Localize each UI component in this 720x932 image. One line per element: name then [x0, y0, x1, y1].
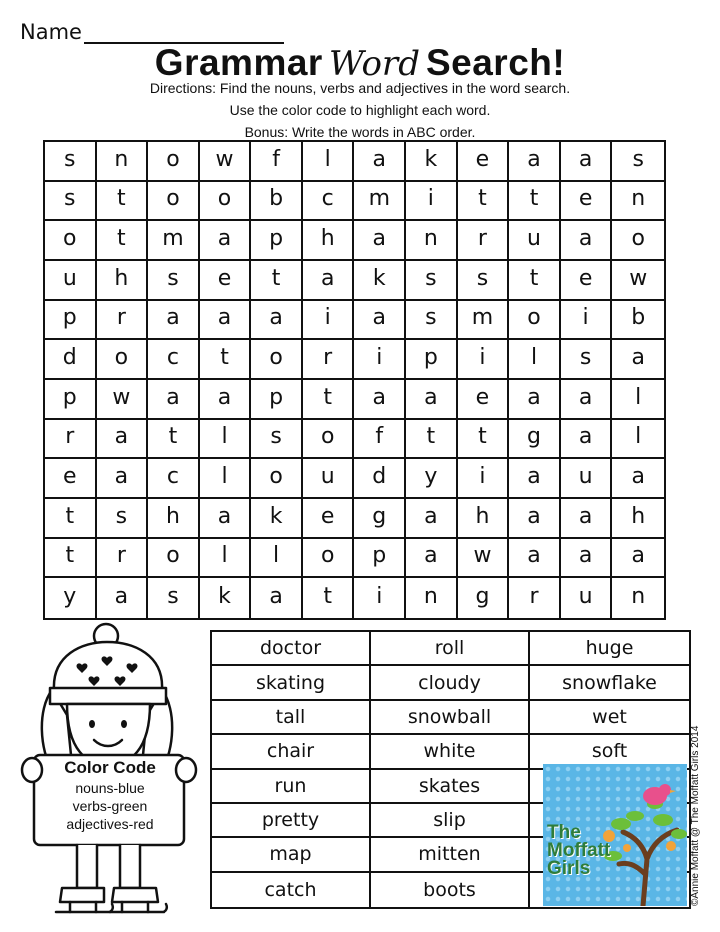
grid-cell[interactable]: a — [612, 340, 664, 380]
grid-cell[interactable]: p — [45, 380, 97, 420]
word-bank-cell: huge — [530, 632, 689, 666]
name-field[interactable] — [20, 20, 284, 44]
grid-cell[interactable]: a — [354, 380, 406, 420]
grid-cell[interactable]: a — [509, 380, 561, 420]
grid-cell[interactable]: l — [303, 142, 355, 182]
grid-cell[interactable]: l — [509, 340, 561, 380]
grid-cell[interactable]: i — [354, 340, 406, 380]
grid-cell[interactable]: t — [200, 340, 252, 380]
grid-cell[interactable]: k — [251, 499, 303, 539]
girl-illustration — [12, 620, 202, 920]
grid-cell[interactable]: i — [458, 459, 510, 499]
grid-cell[interactable]: t — [509, 182, 561, 222]
grid-cell[interactable]: p — [251, 221, 303, 261]
word-bank-cell: wet — [530, 701, 689, 735]
grid-cell[interactable]: a — [561, 142, 613, 182]
grid-cell[interactable]: n — [631, 584, 646, 610]
grid-cell[interactable]: t — [148, 420, 200, 460]
word-bank-cell: snowball — [371, 701, 530, 735]
grid-cell[interactable]: s — [97, 499, 149, 539]
grid-cell[interactable]: b — [251, 182, 303, 222]
grid-cell[interactable]: l — [612, 420, 664, 460]
grid-cell[interactable]: e — [561, 261, 613, 301]
word-bank-cell: skating — [212, 666, 371, 700]
grid-cell[interactable]: m — [458, 301, 510, 341]
name-label: Name — [20, 20, 82, 44]
grid-cell[interactable]: e — [200, 261, 252, 301]
grid-cell[interactable]: c — [148, 340, 200, 380]
grid-cell[interactable]: r — [303, 340, 355, 380]
word-bank-cell: doctor — [212, 632, 371, 666]
grid-cell[interactable]: o — [251, 459, 303, 499]
logo-text — [547, 824, 610, 878]
logo-line-1: The — [547, 822, 581, 843]
grid-cell[interactable]: e — [458, 142, 510, 182]
grid-cell[interactable]: s — [251, 420, 303, 460]
word-bank-cell: map — [212, 838, 371, 872]
grid-cell[interactable]: d — [45, 340, 97, 380]
grid-cell[interactable]: m — [354, 182, 406, 222]
grid-cell[interactable]: o — [303, 539, 355, 579]
word-bank-cell: snowflake — [530, 666, 689, 700]
grid-cell[interactable]: o — [509, 301, 561, 341]
grid-cell[interactable]: t — [97, 221, 149, 261]
grid-cell[interactable]: c — [148, 459, 200, 499]
grid-cell[interactable]: i — [561, 301, 613, 341]
grid-cell[interactable]: t — [303, 380, 355, 420]
grid-cell[interactable]: y — [406, 459, 458, 499]
grid-cell[interactable]: t — [458, 182, 510, 222]
grid-cell[interactable]: o — [200, 182, 252, 222]
title-part-search: Search! — [425, 42, 566, 83]
grid-cell[interactable]: a — [509, 459, 561, 499]
grid-cell[interactable]: e — [303, 499, 355, 539]
grid-cell[interactable]: u — [561, 459, 613, 499]
grid-cell[interactable]: t — [303, 578, 355, 618]
grid-cell[interactable]: s — [612, 142, 664, 182]
grid-cell[interactable]: r — [45, 420, 97, 460]
grid-cell[interactable]: a — [303, 261, 355, 301]
word-search-grid — [43, 140, 666, 620]
word-bank-cell: tall — [212, 701, 371, 735]
grid-cell[interactable]: c — [303, 182, 355, 222]
grid-cell[interactable]: i — [354, 578, 406, 618]
grid-cell[interactable]: l — [200, 539, 252, 579]
grid-cell[interactable]: a — [406, 380, 458, 420]
grid-cell[interactable]: a — [612, 459, 664, 499]
grid-cell[interactable]: a — [561, 420, 613, 460]
grid-cell[interactable]: k — [354, 261, 406, 301]
grid-cell[interactable]: a — [200, 221, 252, 261]
grid-cell[interactable]: f — [354, 420, 406, 460]
word-bank-cell: slip — [371, 804, 530, 838]
grid-cell[interactable]: a — [509, 142, 561, 182]
grid-cell[interactable]: t — [458, 420, 510, 460]
name-blank-line[interactable] — [84, 22, 284, 44]
grid-cell[interactable]: t — [97, 182, 149, 222]
grid-cell[interactable]: s — [406, 301, 458, 341]
page-title — [0, 42, 720, 84]
grid-cell[interactable]: e — [45, 459, 97, 499]
grid-cell[interactable]: t — [45, 499, 97, 539]
grid-cell[interactable]: k — [200, 578, 252, 618]
grid-cell[interactable]: a — [354, 301, 406, 341]
word-bank-cell: pretty — [212, 804, 371, 838]
grid-cell[interactable]: h — [612, 499, 664, 539]
grid-cell[interactable]: a — [354, 142, 406, 182]
grid-cell[interactable]: r — [97, 301, 149, 341]
grid-cell[interactable]: l — [200, 420, 252, 460]
word-bank-cell: skates — [371, 770, 530, 804]
grid-cell[interactable]: w — [612, 261, 664, 301]
grid-cell[interactable]: a — [148, 301, 200, 341]
word-bank-cell: soft — [530, 735, 689, 769]
grid-cell[interactable]: p — [354, 539, 406, 579]
grid-cell[interactable]: l — [200, 459, 252, 499]
color-code-nouns: nouns-blue — [75, 780, 145, 796]
grid-cell[interactable]: n — [406, 578, 458, 618]
word-bank-cell: mitten — [371, 838, 530, 872]
grid-cell[interactable]: a — [200, 499, 252, 539]
word-bank-cell: white — [371, 735, 530, 769]
grid-cell[interactable]: g — [458, 578, 510, 618]
grid-cell[interactable]: s — [148, 578, 200, 618]
title-part-grammar: Grammar — [154, 42, 323, 83]
grid-cell[interactable]: d — [354, 459, 406, 499]
grid-cell[interactable]: t — [251, 261, 303, 301]
color-code-adjectives: adjectives-red — [66, 816, 154, 832]
grid-cell[interactable]: g — [354, 499, 406, 539]
grid-cell[interactable]: a — [200, 380, 252, 420]
grid-cell[interactable]: h — [458, 499, 510, 539]
grid-cell[interactable]: e — [561, 182, 613, 222]
grid-cell[interactable]: h — [97, 261, 149, 301]
grid-cell[interactable]: l — [612, 380, 664, 420]
grid-cell[interactable]: s — [406, 261, 458, 301]
grid-cell[interactable]: w — [97, 380, 149, 420]
grid-cell[interactable]: a — [561, 221, 613, 261]
grid-cell[interactable]: o — [612, 221, 664, 261]
grid-cell[interactable]: a — [406, 499, 458, 539]
grid-cell[interactable]: a — [509, 539, 561, 579]
grid-cell[interactable]: e — [458, 380, 510, 420]
grid-cell[interactable]: s — [561, 340, 613, 380]
grid-cell[interactable]: o — [97, 340, 149, 380]
grid-cell[interactable]: s — [458, 261, 510, 301]
grid-cell[interactable]: u — [45, 261, 97, 301]
word-bank-cell: roll — [371, 632, 530, 666]
grid-cell[interactable]: r — [509, 578, 561, 618]
grid-cell[interactable]: h — [148, 499, 200, 539]
directions-line-2: Use the color code to highlight each word. — [229, 102, 491, 118]
word-bank-cell: chair — [212, 735, 371, 769]
copyright-text: ©Annie Moffatt @ The Moffatt Girls 2014 — [690, 725, 701, 906]
grid-cell[interactable]: w — [458, 539, 510, 579]
grid-cell[interactable]: a — [97, 420, 149, 460]
logo-line-3: Girls — [547, 858, 591, 879]
directions-line-3: Bonus: Write the words in ABC order. — [244, 124, 476, 140]
title-part-word: Word — [328, 44, 420, 84]
grid-cell[interactable]: p — [251, 380, 303, 420]
grid-cell[interactable]: i — [458, 340, 510, 380]
grid-cell[interactable]: k — [406, 142, 458, 182]
grid-cell[interactable]: u — [303, 459, 355, 499]
grid-cell[interactable]: l — [251, 539, 303, 579]
grid-cell[interactable]: a — [97, 459, 149, 499]
word-bank-cell: catch — [212, 873, 371, 907]
grid-cell[interactable]: u — [509, 221, 561, 261]
grid-cell[interactable]: a — [561, 499, 613, 539]
grid-cell[interactable]: a — [561, 380, 613, 420]
grid-cell[interactable]: o — [148, 182, 200, 222]
grid-cell[interactable]: n — [612, 182, 664, 222]
grid-cell[interactable]: o — [148, 539, 200, 579]
grid-cell[interactable]: i — [406, 182, 458, 222]
grid-cell[interactable]: t — [45, 539, 97, 579]
moffatt-girls-logo — [543, 764, 687, 906]
grid-cell[interactable]: s — [45, 182, 97, 222]
color-code-verbs: verbs-green — [72, 798, 148, 814]
logo-line-2: Moffatt — [547, 840, 611, 861]
grid-cell[interactable]: a — [354, 221, 406, 261]
grid-cell[interactable]: n — [97, 142, 149, 182]
directions-line-1: Directions: Find the nouns, verbs and adjectives in the word search. — [149, 80, 571, 96]
word-bank-cell: boots — [371, 873, 530, 907]
grid-cell[interactable]: u — [561, 578, 613, 618]
grid-cell[interactable]: a — [251, 578, 303, 618]
grid-cell[interactable]: y — [45, 578, 97, 618]
grid-cell[interactable]: p — [45, 301, 97, 341]
grid-cell[interactable]: w — [200, 142, 252, 182]
grid-cell[interactable]: o — [148, 142, 200, 182]
grid-cell[interactable]: g — [509, 420, 561, 460]
grid-cell[interactable]: b — [612, 301, 664, 341]
grid-cell[interactable]: o — [303, 420, 355, 460]
grid-cell[interactable]: r — [97, 539, 149, 579]
grid-cell[interactable]: o — [251, 340, 303, 380]
word-bank-cell: run — [212, 770, 371, 804]
grid-cell[interactable]: f — [251, 142, 303, 182]
grid-cell[interactable]: a — [251, 301, 303, 341]
color-code-title: Color Code — [64, 758, 156, 777]
grid-cell[interactable]: n — [406, 221, 458, 261]
grid-cell[interactable]: h — [303, 221, 355, 261]
grid-cell[interactable]: a — [200, 301, 252, 341]
grid-cell[interactable]: a — [561, 539, 613, 579]
grid-cell[interactable]: a — [612, 539, 664, 579]
grid-cell[interactable]: o — [45, 221, 97, 261]
word-bank-cell: cloudy — [371, 666, 530, 700]
grid-cell[interactable]: t — [509, 261, 561, 301]
grid-cell[interactable]: a — [148, 380, 200, 420]
grid-cell[interactable]: a — [509, 499, 561, 539]
grid-cell[interactable]: s — [148, 261, 200, 301]
grid-cell[interactable]: r — [458, 221, 510, 261]
grid-cell[interactable]: a — [97, 578, 149, 618]
grid-cell[interactable]: a — [406, 539, 458, 579]
grid-cell[interactable]: s — [45, 142, 97, 182]
grid-cell[interactable]: t — [406, 420, 458, 460]
grid-cell[interactable]: m — [148, 221, 200, 261]
grid-cell[interactable]: p — [406, 340, 458, 380]
grid-cell[interactable]: i — [303, 301, 355, 341]
